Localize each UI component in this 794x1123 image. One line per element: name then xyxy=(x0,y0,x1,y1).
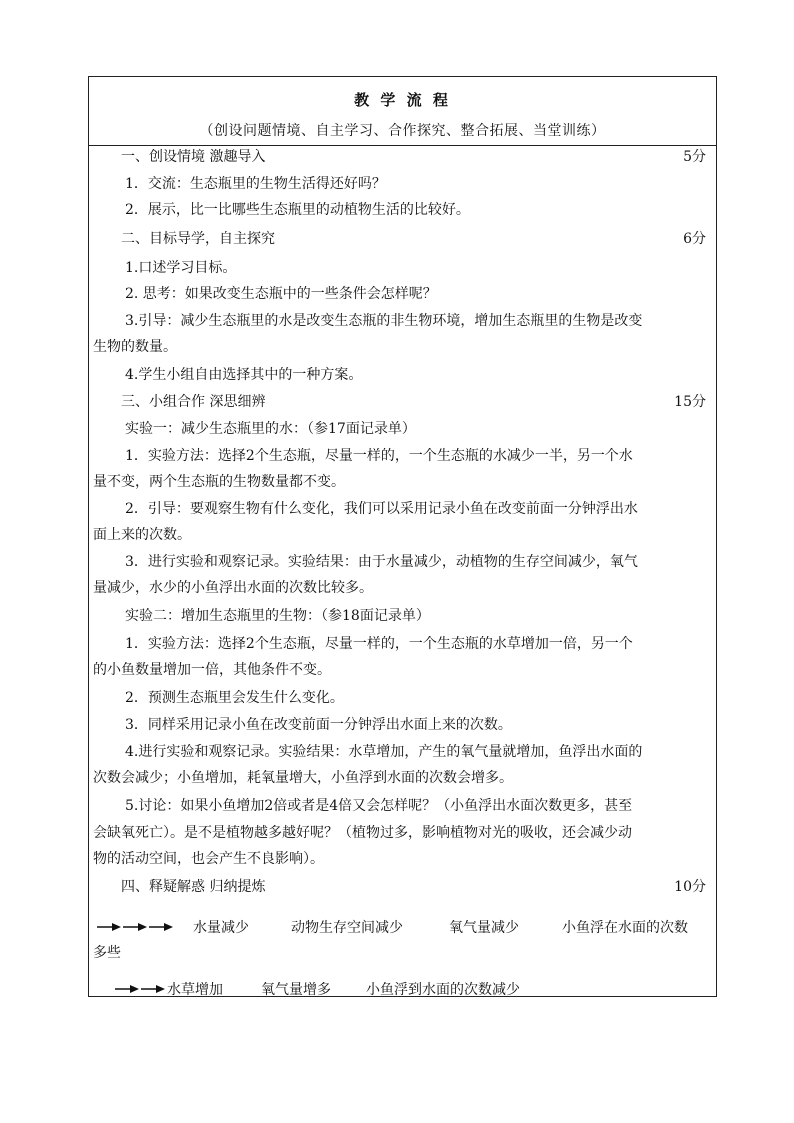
arrow-icon xyxy=(97,922,121,932)
section-title: 二、目标导学，自主探究 xyxy=(121,231,275,247)
arrow-icon xyxy=(147,922,173,932)
text-line: 5.讨论：如果小鱼增加2倍或者是4倍又会怎样呢？（小鱼浮出水面次数更多，甚至 xyxy=(125,798,633,814)
text-line: 次数会减少；小鱼增加，耗氧量增大，小鱼浮到水面的次数会增多。 xyxy=(93,770,513,786)
flow-item: 动物生存空间减少 xyxy=(291,920,403,936)
text-line: 3.引导：减少生态瓶里的水是改变生态瓶的非生物环境，增加生态瓶里的生物是改变 xyxy=(125,313,643,329)
text-line: 1．交流：生态瓶里的生物生活得还好吗？ xyxy=(125,176,386,192)
arrow-icon xyxy=(121,922,147,932)
section-title: 四、释疑解惑 归纳提炼 xyxy=(121,879,266,895)
flow-item: 多些 xyxy=(93,945,121,961)
text-line: 3．同样采用记录小鱼在改变前面一分钟浮出水面上来的次数。 xyxy=(125,717,512,733)
text-line: 1.口述学习目标。 xyxy=(125,260,237,276)
text-line: 2. 思考：如果改变生态瓶中的一些条件会怎样呢？ xyxy=(125,286,437,302)
section-heading xyxy=(89,146,716,168)
text-line: 2．引导：要观察生物有什么变化，我们可以采用记录小鱼在改变前面一分钟浮出水 xyxy=(125,501,638,517)
section-heading xyxy=(89,228,716,250)
table-header xyxy=(89,77,716,146)
page-title: 教 学 流 程 xyxy=(354,91,451,109)
text-line: 实验二：增加生态瓶里的生物：（参18面记录单） xyxy=(125,608,430,624)
flow-item: 氧气量减少 xyxy=(449,920,519,936)
text-line: 3．进行实验和观察记录。实验结果：由于水量减少，动植物的生存空间减少，氧气 xyxy=(125,554,638,570)
section-time: 5分 xyxy=(683,149,706,165)
section-heading xyxy=(89,876,716,898)
section-heading xyxy=(89,391,716,413)
text-line: 量不变，两个生态瓶的生物数量都不变。 xyxy=(93,474,345,490)
text-line: 物的活动空间，也会产生不良影响）。 xyxy=(93,851,324,867)
text-line: 面上来的次数。 xyxy=(93,527,191,543)
flow-item: 氧气量增多 xyxy=(261,982,331,998)
section-title: 一、创设情境 激趣导入 xyxy=(121,149,266,165)
flow-item: 水草增加 xyxy=(167,982,223,998)
text-line: 1．实验方法：选择2个生态瓶，尽量一样的，一个生态瓶的水草增加一倍，另一个 xyxy=(125,636,633,652)
summary-flow xyxy=(89,917,716,939)
text-line: 2．预测生态瓶里会发生什么变化。 xyxy=(125,690,344,706)
text-line: 1．实验方法：选择2个生态瓶，尽量一样的，一个生态瓶的水减少一半，另一个水 xyxy=(125,448,633,464)
flow-item: 小鱼浮在水面的次数 xyxy=(562,920,688,936)
text-line: 2．展示，比一比哪些生态瓶里的动植物生活的比较好。 xyxy=(125,202,470,218)
text-line: 4.学生小组自由选择其中的一种方案。 xyxy=(125,367,363,383)
arrow-icon xyxy=(115,984,139,994)
text-line: 的小鱼数量增加一倍，其他条件不变。 xyxy=(93,662,331,678)
summary-flow-wrap xyxy=(89,942,716,964)
flow-item: 水量减少 xyxy=(193,920,249,936)
section-time: 10分 xyxy=(674,879,706,895)
section-time: 15分 xyxy=(674,394,706,410)
section-time: 6分 xyxy=(683,231,706,247)
flow-item: 小鱼浮到水面的次数减少 xyxy=(366,982,520,998)
page-subtitle: （创设问题情境、自主学习、合作探究、整合拓展、当堂训练） xyxy=(199,123,606,139)
text-line: 量减少，水少的小鱼浮出水面的次数比较多。 xyxy=(93,580,373,596)
section-title: 三、小组合作 深思细辨 xyxy=(121,394,266,410)
text-line: 生物的数量。 xyxy=(93,339,177,355)
arrow-icon xyxy=(139,984,165,994)
lesson-flow-table xyxy=(88,76,717,997)
text-line: 4.进行实验和观察记录。实验结果：水草增加，产生的氧气量就增加，鱼浮出水面的 xyxy=(125,744,643,760)
text-line: 会缺氧死亡）。是不是植物越多越好呢？（植物过多，影响植物对光的吸收，还会减少动 xyxy=(93,825,632,841)
summary-flow xyxy=(89,979,716,1001)
text-line: 实验一：减少生态瓶里的水：（参17面记录单） xyxy=(125,421,416,437)
